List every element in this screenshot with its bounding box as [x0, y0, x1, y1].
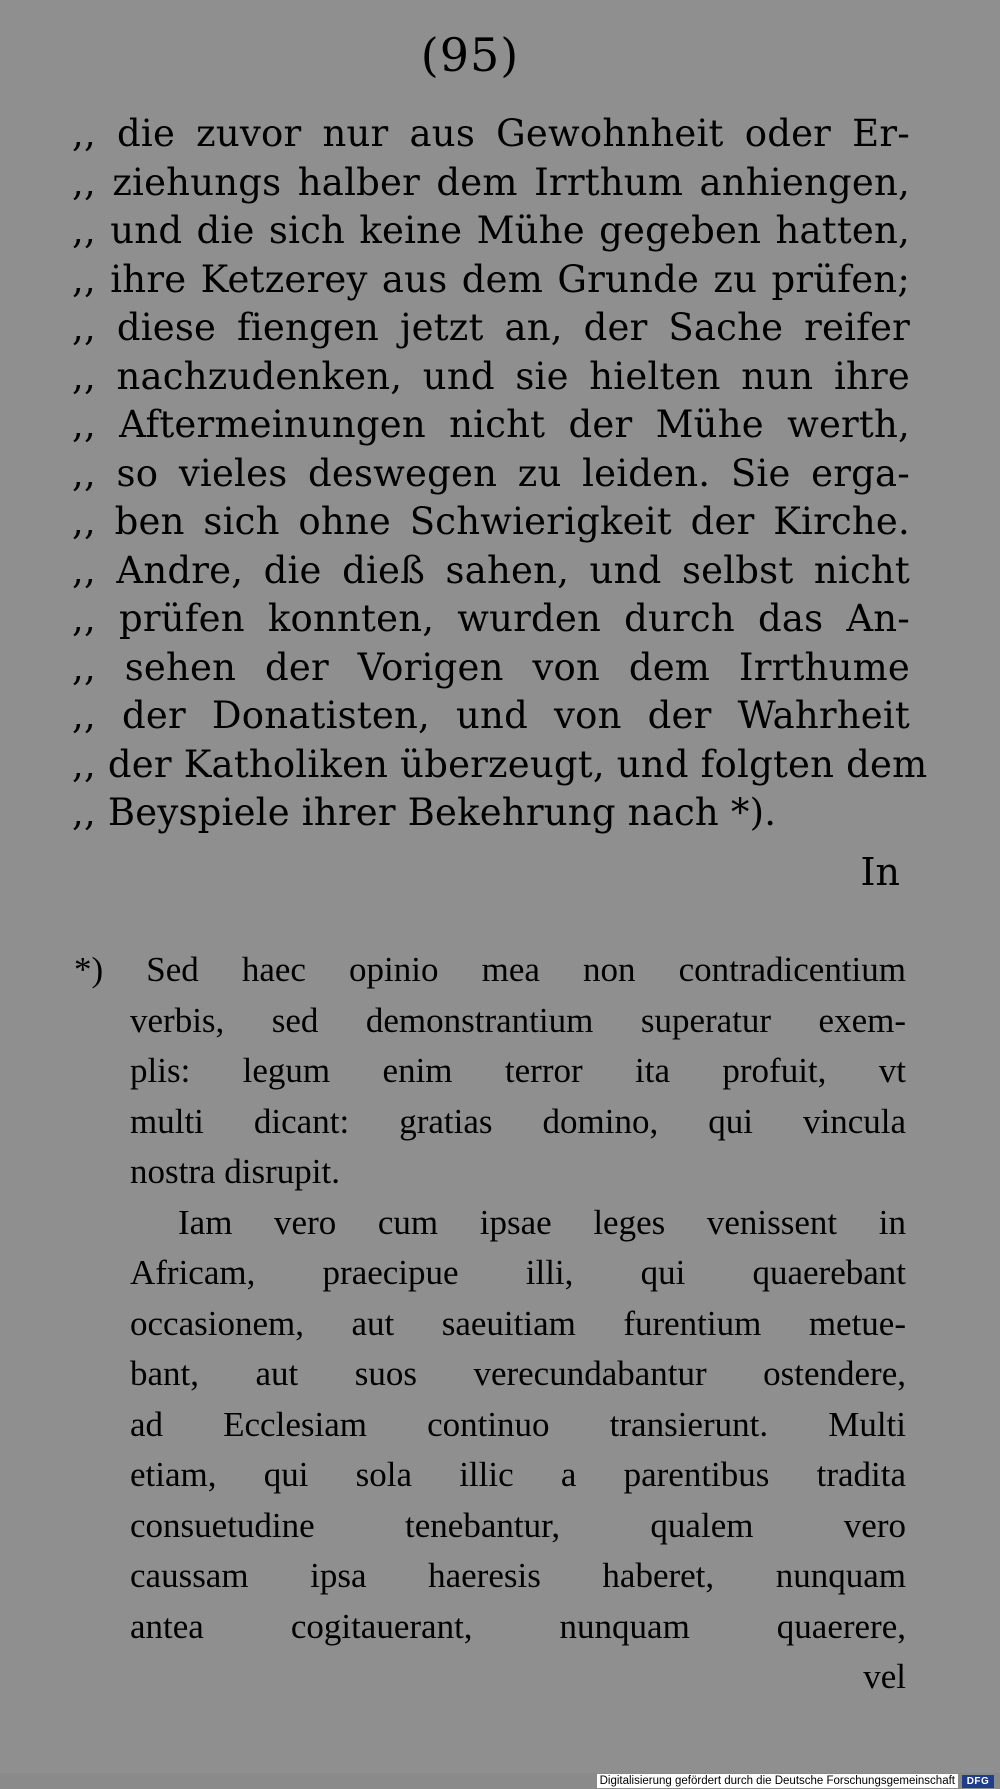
main-text-block [72, 110, 928, 838]
main-text-line: ,, ihre Ketzerey aus dem Grunde zu prüfen; [72, 257, 910, 301]
footnote-line: occasionem, aut saeuitiam furentium metue- [130, 1303, 906, 1343]
main-text-line: ,, die zuvor nur aus Gewohnheit oder Er- [72, 112, 910, 155]
footnote-line: *) Sed haec opinio mea non contradicentium [74, 950, 906, 989]
footnote-line: nostra disrupit. [130, 1152, 340, 1191]
footnote-line: ad Ecclesiam continuo transierunt. Multi [130, 1404, 906, 1444]
footnote-block [74, 945, 906, 1703]
footnote-line: verbis, sed demonstrantium superatur exem- [130, 1000, 906, 1040]
footnote-line: caussam ipsa haeresis haberet, nunquam [130, 1556, 906, 1595]
main-text-line: ,, Aftermeinungen nicht der Mühe werth, [72, 403, 910, 446]
catchword: In [860, 850, 900, 894]
footer-bar [0, 1773, 1000, 1789]
main-text-line: ,, diese fiengen jetzt an, der Sache reifer [72, 306, 910, 349]
main-text-line: ,, und die sich keine Mühe gegeben hatten, [72, 209, 910, 252]
main-text-line: ,, so vieles deswegen zu leiden. Sie erga- [72, 451, 910, 495]
main-text-line: ,, Beyspiele ihrer Bekehrung nach *). [72, 791, 777, 834]
dfg-logo: DFG [962, 1775, 994, 1788]
main-text-line: ,, Andre, die dieß sahen, und selbst nicht [72, 548, 910, 592]
main-text-line: ,, der Donatisten, und von der Wahrheit [72, 694, 910, 737]
main-text-line: ,, ziehungs halber dem Irrthum anhiengen, [72, 160, 910, 204]
footnote-line: bant, aut suos verecundabantur ostendere, [130, 1354, 906, 1393]
footnote-line: consuetudine tenebantur, qualem vero [130, 1505, 906, 1545]
digitization-credit: Digitalisierung gefördert durch die Deutsche Forschungsgemeinschaft [597, 1774, 958, 1788]
footnote-catchword: vel [863, 1657, 906, 1696]
main-text-line: ,, sehen der Vorigen von dem Irrthume [72, 645, 910, 689]
footnote-line: Iam vero cum ipsae leges venissent in [178, 1202, 906, 1242]
footnote-line: Africam, praecipue illi, qui quaerebant [130, 1253, 906, 1292]
footnote-line: plis: legum enim terror ita profuit, vt [130, 1051, 906, 1090]
footnote-line: multi dicant: gratias domino, qui vincula [130, 1101, 906, 1141]
footnote-line: etiam, qui sola illic a parentibus tradita [130, 1455, 906, 1494]
main-text-line: ,, der Katholiken überzeugt, und folgten dem [72, 742, 928, 786]
page-number: (95) [420, 28, 520, 82]
main-text-line: ,, prüfen konnten, wurden durch das An- [72, 597, 910, 640]
main-text-line: ,, nachzudenken, und sie hielten nun ihre [72, 354, 910, 398]
main-text-line: ,, ben sich ohne Schwierigkeit der Kirche. [72, 500, 910, 543]
footnote-line: antea cogitauerant, nunquam quaerere, [130, 1606, 906, 1646]
